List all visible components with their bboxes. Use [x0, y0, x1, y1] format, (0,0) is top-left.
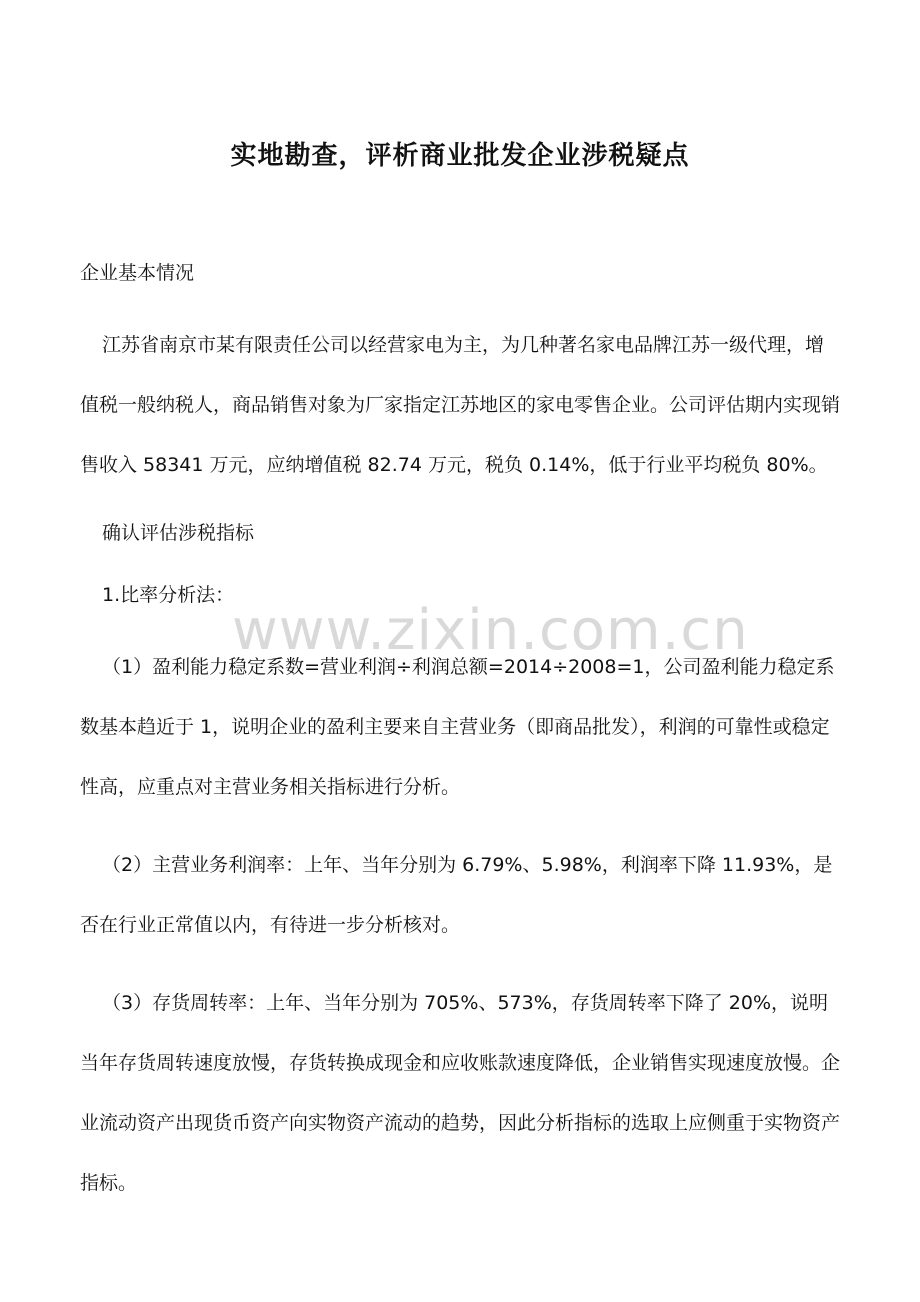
paragraph-item-2: （2）主营业务利润率：上年、当年分别为 6.79%、5.98%，利润率下降 11.93%，是否在行业正常值以内，有待进一步分析核对。	[80, 854, 833, 936]
section-heading-basic-info: 企业基本情况	[80, 262, 195, 284]
paragraph-basic-info: 江苏省南京市某有限责任公司以经营家电为主，为几种著名家电品牌江苏一级代理，增值税一般纳税人，商品销售对象为厂家指定江苏地区的家电零售企业。公司评估期内实现销售收入 58341 万元，应纳增值税 82.74 万元，税负 0.14%，低于行业平均税负 80%。	[80, 334, 841, 476]
document-title: 实地勘查，评析商业批发企业涉税疑点	[230, 141, 690, 172]
section-heading-indicators: 确认评估涉税指标	[102, 522, 255, 544]
document-body	[80, 253, 842, 1231]
paragraph-item-3: （3）存货周转率：上年、当年分别为 705%、573%，存货周转率下降了 20%，说明当年存货周转速度放慢，存货转换成现金和应收账款速度降低，企业销售实现速度放慢。企业流动资产出现货币资产向实物资产流动的趋势，因此分析指标的选取上应侧重于实物资产指标。	[80, 992, 841, 1194]
paragraph-item-1: （1）盈利能力稳定系数=营业利润÷利润总额=2014÷2008=1，公司盈利能力稳定系数基本趋近于 1，说明企业的盈利主要来自主营业务（即商品批发），利润的可靠性或稳定性高，应重点对主营业务相关指标进行分析。	[80, 656, 835, 798]
watermark: www.zixin.com.cn	[232, 598, 749, 663]
method-heading: 1.比率分析法：	[102, 584, 235, 606]
